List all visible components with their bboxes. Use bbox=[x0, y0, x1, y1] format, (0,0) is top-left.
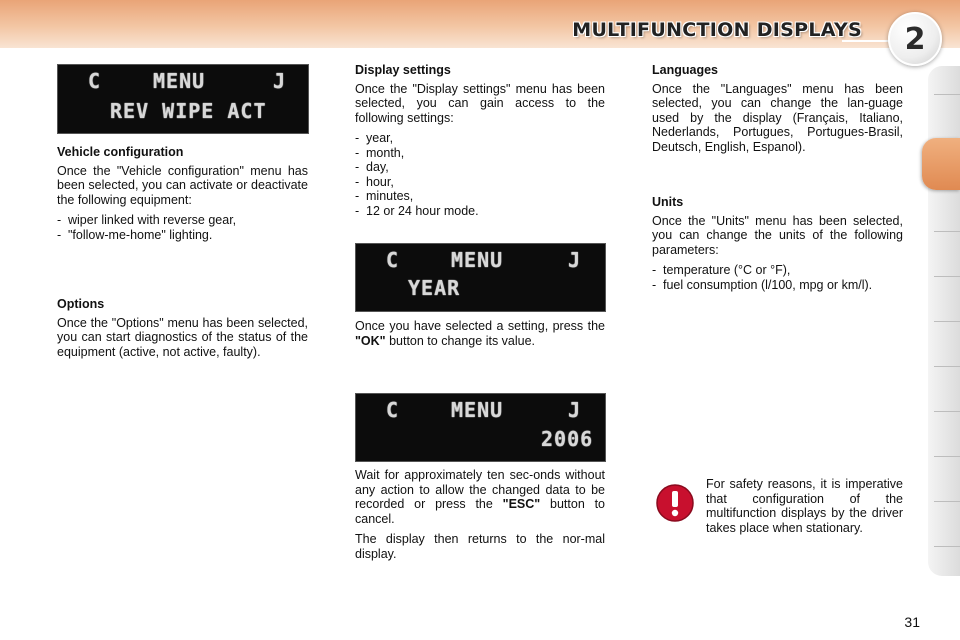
text-before: Wait for approximately ten sec-onds without any action to allow the changed data to be recorded or press the bbox=[355, 468, 605, 511]
chapter-number: 2 bbox=[904, 21, 926, 57]
list-item: - 12 or 24 hour mode. bbox=[355, 204, 605, 219]
lcd-bracket-right: J bbox=[568, 248, 582, 272]
list-item: - minutes, bbox=[355, 189, 605, 204]
lcd-menu-label: MENU bbox=[451, 248, 504, 272]
lcd-value: YEAR bbox=[408, 276, 461, 300]
list-item: - wiper linked with reverse gear, bbox=[57, 213, 308, 228]
chapter-badge bbox=[888, 12, 942, 66]
page-title: MULTIFUNCTION DISPLAYS bbox=[572, 19, 862, 41]
list-item: - hour, bbox=[355, 175, 605, 190]
exclamation-warning-icon bbox=[655, 483, 695, 523]
tab-divider bbox=[934, 231, 960, 232]
settings-list bbox=[355, 131, 605, 218]
tab-divider bbox=[934, 501, 960, 502]
section-text: Once the "Display settings" menu has been selected, you can gain access to the following settings: bbox=[355, 81, 605, 125]
section-text bbox=[355, 319, 605, 348]
text-after: button to cancel. bbox=[355, 497, 605, 526]
list-item: - year, bbox=[355, 131, 605, 146]
active-chapter-tab[interactable] bbox=[922, 138, 960, 190]
esc-button-label: "ESC" bbox=[502, 497, 541, 511]
section-heading: Units bbox=[652, 195, 684, 209]
list-item: - "follow-me-home" lighting. bbox=[57, 228, 308, 243]
list-item: - temperature (°C or °F), bbox=[652, 263, 903, 278]
section-text: Once the "Vehicle configuration" menu has been selected, you can activate or deactivate the following equipment: bbox=[57, 163, 308, 207]
languages-section bbox=[652, 63, 903, 160]
tab-divider bbox=[934, 456, 960, 457]
tab-divider bbox=[934, 366, 960, 367]
tab-divider bbox=[934, 94, 960, 95]
list-item: - fuel consumption (l/100, mpg or km/l). bbox=[652, 278, 903, 293]
units-list bbox=[652, 263, 903, 292]
lcd-year-value bbox=[355, 393, 606, 462]
lcd-bracket-right: J bbox=[568, 398, 582, 422]
ok-button-label: "OK" bbox=[355, 333, 386, 348]
list-item: - month, bbox=[355, 146, 605, 161]
section-text: Once the "Languages" menu has been selected, you can change the lan-guage used by the display (Français, Italiano, Nederlands, Portugues, Portugues-Brasil, Deutsch, English, Espanol). bbox=[652, 81, 903, 154]
section-heading: Vehicle configuration bbox=[57, 145, 184, 159]
return-text: The display then returns to the nor-mal display. bbox=[355, 532, 605, 561]
lcd-bracket-left: C bbox=[386, 248, 400, 272]
text-before: Once you have selected a setting, press the bbox=[355, 319, 605, 333]
display-settings-section bbox=[355, 63, 605, 224]
lcd-value: REV WIPE ACT bbox=[110, 99, 267, 123]
page-number: 31 bbox=[904, 614, 920, 630]
lcd-bracket-left: C bbox=[386, 398, 400, 422]
tab-divider bbox=[934, 276, 960, 277]
setting-select-section bbox=[355, 319, 605, 354]
text-after: button to change its value. bbox=[385, 333, 536, 348]
lcd-bracket-right: J bbox=[273, 69, 287, 93]
wait-section bbox=[355, 468, 605, 567]
section-text: Once the "Options" menu has been selected, you can start diagnostics of the status of the equipment (active, not active, faulty). bbox=[57, 315, 308, 359]
section-heading: Options bbox=[57, 297, 105, 311]
section-text: Once the "Units" menu has been selected, you can change the units of the following parameters: bbox=[652, 213, 903, 257]
section-text bbox=[355, 468, 605, 526]
lcd-bracket-left: C bbox=[88, 69, 102, 93]
equipment-list bbox=[57, 213, 308, 242]
lcd-vehicle-config bbox=[57, 64, 309, 134]
section-heading: Display settings bbox=[355, 63, 451, 77]
safety-text: For safety reasons, it is imperative that configuration of the multifunction displays by the driver takes place when stationary. bbox=[706, 477, 903, 535]
options-section bbox=[57, 297, 308, 365]
tab-divider bbox=[934, 321, 960, 322]
lcd-menu-label: MENU bbox=[451, 398, 504, 422]
lcd-value: 2006 bbox=[541, 427, 594, 451]
vehicle-configuration-section bbox=[57, 145, 308, 248]
list-item: - day, bbox=[355, 160, 605, 175]
section-heading: Languages bbox=[652, 63, 718, 77]
lcd-menu-label: MENU bbox=[153, 69, 206, 93]
tab-divider bbox=[934, 411, 960, 412]
lcd-year bbox=[355, 243, 606, 312]
units-section bbox=[652, 195, 903, 298]
tab-divider bbox=[934, 546, 960, 547]
safety-note bbox=[706, 477, 903, 541]
